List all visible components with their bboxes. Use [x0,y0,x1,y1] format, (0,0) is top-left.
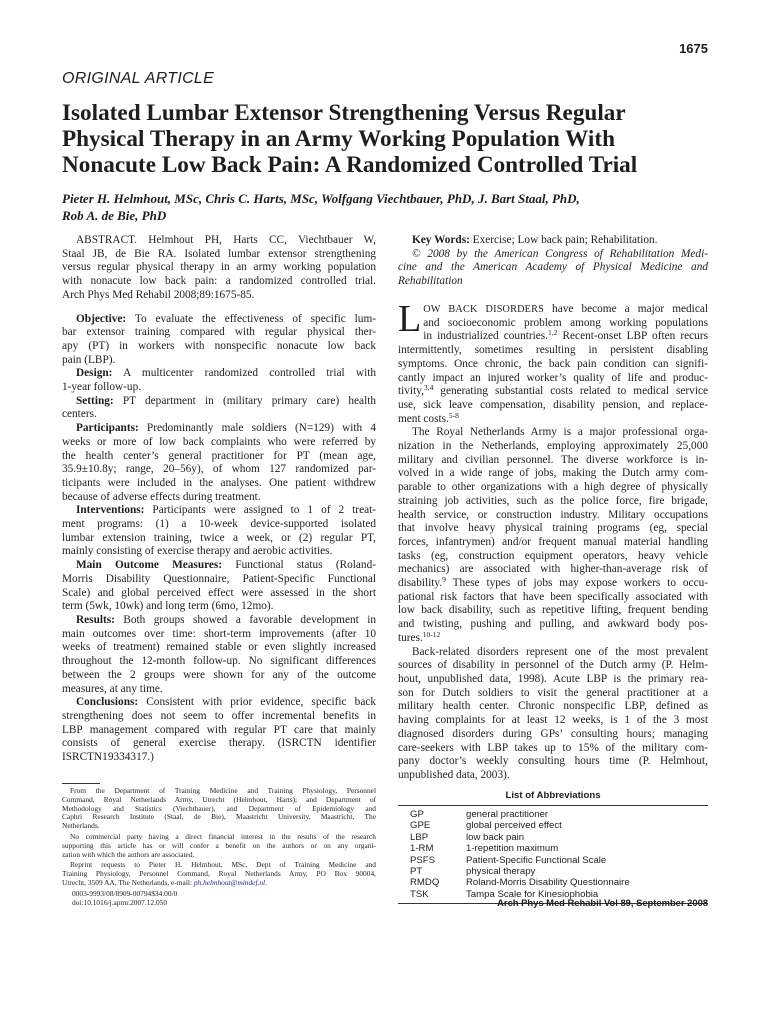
citation-ref[interactable]: 3,4 [423,383,434,393]
results-text: throughout the 12-month follow-up. No significant differences [62,655,376,668]
keywords-value: Exercise; Low back pain; Rehabilitation. [469,234,658,246]
abbreviation-key: LBP [410,831,429,843]
abstract [62,234,376,765]
intro-line: parable to other organizations with a high degree of physically [398,481,708,494]
section-label: ORIGINAL ARTICLE [62,70,215,87]
citation-ref[interactable]: 9 [442,575,446,585]
intro-text: have become a major medical [543,303,708,315]
outcome-text: Functional status (Roland- [222,559,376,572]
reprint-text: Utrecht, 3509 AA, The Netherlands, e-mail: [62,877,194,887]
abstract-line: with nonacute low back pain: a randomized controlled trial. [62,275,376,288]
results-text: weeks of treatment) remained stable or even slightly increased [62,641,376,654]
intro-line: and twisting, pushing and pulling, and awkward body pos- [398,618,708,631]
outcome-text: term (5wk, 10wk) and long term (6mo, 12mo). [62,600,274,613]
interventions-line [62,504,376,518]
outcome-text: Scale) and global perceived effect were assessed in the short [62,586,376,599]
doi[interactable]: doi:10.1016/j.apmr.2007.12.050 [72,897,168,907]
intro-line: symptoms. Once chronic, the back pain condition can signifi- [398,357,708,370]
conclusions-text: strengthening does not seem to offer incremental benefits in [62,709,376,722]
author-list [62,190,712,224]
participants-text: 35.9±10.8y; range, 20–56y), of whom 127 randomized par- [62,463,376,476]
results-text: Both groups showed a favorable development in [114,613,376,626]
design-label: Design: [76,367,113,380]
intro-line: Back-related disorders represent one of the most prevalent [412,645,708,658]
intro-line: having complaints for at least 12 weeks, is 1 of the 3 most [398,714,708,727]
copyright-line: © 2008 by the American Congress of Rehabilitation Medi- [412,247,708,260]
intro-line: diagnosed disorders during GPs’ consulting hours; managing [398,727,708,740]
intro-smallcaps: OW BACK DISORDERS [423,304,544,315]
outcome-line [62,559,376,573]
intro-line: care-seekers with LBP takes up to 15% of the military com- [398,741,708,754]
journal-footer: Arch Phys Med Rehabil Vol 89, September 2008 [497,897,708,908]
citation-ref[interactable]: 1,2 [548,328,558,338]
intro-line: that involve heavy physical training programs (eg, special [398,522,708,535]
abbreviations-table [398,809,708,900]
abbreviation-key: 1-RM [410,843,434,855]
abbreviations-title: List of Abbreviations [505,790,601,801]
intro-line: unpublished data, 2003). [398,768,510,781]
abbreviation-meaning: global perceived effect [466,820,562,832]
reprint-line [62,879,376,888]
abstract-line: Staal JB, de Bie RA. Isolated lumbar extensor strengthening [62,247,376,260]
abbreviation-key: RMDQ [410,877,440,889]
interventions-text: ment programs: (1) a 10-week device-supported isolated [62,518,376,531]
copyright-line: cine and the American Academy of Physical Medicine and [398,261,708,274]
intro-line: military health center. Chronic nonspecific LBP, defined as [398,700,708,713]
abbreviation-row [398,866,708,877]
abbreviations-box [398,790,708,904]
citation-ref[interactable]: 5-8 [448,410,459,420]
intro-text: in industrialized countries. [423,330,548,343]
affiliation-line: Command, Royal Netherlands Army, Utrecht (Helmhout, Harts); and Department of [62,794,376,804]
objective-label: Objective: [76,312,127,325]
intro-line: son for Dutch soldiers to visit the general practitioner at a [398,686,708,699]
abbreviation-key: GPE [410,820,431,832]
intro-line [398,410,708,427]
intro-line: straining job activities, such as the police force, fire brigade, [398,494,708,507]
interventions-text: mainly consisting of exercise therapy and aerobic activities. [62,545,333,558]
reprint-line: Training Physiology, Personnel Command, Royal Netherlands Army, PO Box 90004, [62,869,376,879]
issn: 0003-9993/08/8909-00794$34.00/0 [72,888,178,898]
outcome-label: Main Outcome Measures: [76,559,223,572]
participants-text: because of adverse effects during treatment. [62,490,261,503]
abbreviation-meaning: 1-repetition maximum [466,843,559,855]
outcome-text: Morris Disability Questionnaire, Patient-Specific Functional [62,572,376,585]
intro-line: use, sick leave compensation, disability pension, and replace- [398,398,708,411]
results-text: between the 2 groups were shown for any of the outcome [62,668,376,681]
intro-line: hout, unpublished data, 1998). Acute LBP is the primary rea- [398,672,708,685]
intro-line: health service, or construction industry. Military occupations [398,508,708,521]
intro-text: disability. [398,577,443,590]
intro-paragraph-1 [398,298,708,426]
intro-line [398,385,708,399]
keywords-label: Key Words: [412,234,470,246]
results-line [62,614,376,628]
title-line: Isolated Lumbar Extensor Strengthening Versus Regular [62,100,626,126]
participants-label: Participants: [76,422,139,435]
intro-line: low back disability, such as repetitive lifting, frequent bending [398,604,708,617]
results-label: Results: [76,613,115,626]
abbreviation-meaning: general practitioner [466,809,549,820]
participants-text: the health center’s general practitioner for PT (mean age, [62,449,376,462]
design-line [62,367,376,381]
abstract-line: Arch Phys Med Rehabil 2008;89:1675-85. [62,288,255,301]
setting-text: PT department in (military primary care) health [113,394,376,407]
abbreviation-row [398,809,708,820]
article-title [62,100,712,178]
drop-cap: L [398,298,422,340]
abbreviation-meaning: Tampa Scale for Kinesiophobia [466,888,599,900]
affiliation-line: Methodology and Statistics (Viechtbauer), and Department of Epidemiology and [62,803,376,813]
participants-line [62,422,376,436]
results-text: main outcomes over time: short-term improvements (after 10 [62,627,376,640]
abbreviation-row [398,843,708,854]
results-text: measures, at any time. [62,682,163,695]
intro-text: generating substantial costs related to medical service [433,385,708,398]
conclusions-text: ISRCTN19334317.) [62,751,154,764]
affiliation-line: Netherlands. [62,821,100,831]
intro-text: Recent-onset LBP often recurs [557,330,708,343]
copyright-line: Rehabilitation [398,275,463,288]
abbreviation-meaning: Patient-Specific Functional Scale [466,854,607,866]
intro-text: ment costs. [398,412,449,425]
intro-line: cantly impact an injured worker’s quality of life and produc- [398,371,708,384]
intro-line [398,330,708,344]
intro-text: These types of jobs may expose workers to occu- [445,577,708,590]
abbreviation-key: PSFS [410,854,436,866]
intro-line: nization in the Netherlands, employing approximately 25,000 [398,440,708,453]
setting-line [62,395,376,409]
objective-line [62,313,376,327]
affiliation-line: From the Department of Training Medicine and Training Physiology, Personnel [70,786,376,795]
reprint-text: . [265,877,267,887]
intro-line: tasks (eg, construction equipment operators, heavy vehicle [398,549,708,562]
intro-paragraph-2 [398,426,708,645]
objective-text: To evaluate the effectiveness of specific lum- [126,312,376,325]
intro-line: The Royal Netherlands Army is a major professional orga- [412,426,708,439]
abstract-line: versus regular physical therapy in an army working population [62,261,376,274]
intro-line: military and civilian personnel. The diverse workforce is in- [398,453,708,466]
setting-text: centers. [62,408,97,421]
intro-line: pational risk factors that have been specifically associated with [398,590,708,603]
abbreviation-row [398,855,708,866]
author-line: Rob A. de Bie, PhD [62,208,167,223]
interest-line: supporting this article has or will confer a benefit on the authors or on any organi- [62,840,376,850]
abbreviation-meaning: physical therapy [466,866,536,878]
participants-text: ticipants were included in the analyses. One patient withdrew [62,476,376,489]
intro-line: intermittently, sometimes resulting in persistent disabling [398,344,708,357]
conclusions-text: Consistent with prior evidence, specific back [138,696,376,709]
design-text: 1-year follow-up. [62,381,142,394]
intro-line: mechanics) are associated with higher-than-average risk of [398,563,708,576]
interest-line: zation with which the authors are associated. [62,849,195,859]
intro-line: volved in a wide range of jobs, making the Dutch army com- [398,467,708,480]
participants-text: weeks or more of low back complaints who were referred by [62,435,376,448]
email-link[interactable]: ph.helmhout@mindef.nl [193,877,266,887]
title-line: Physical Therapy in an Army Working Population With [62,126,615,152]
abbreviations-top-rule [398,805,708,806]
intro-line: sources of disability in personnel of the Dutch army (P. Helm- [398,659,708,672]
keywords-line [398,234,708,248]
page-number: 1675 [679,41,708,56]
reprint-line: Reprint requests to Pieter H. Helmhout, MSc, Dept of Training Medicine and [70,860,376,870]
interest-line: No commercial party having a direct financial interest in the results of the research [70,831,376,841]
intro-line [398,577,708,591]
abbreviation-row [398,877,708,888]
abbreviation-meaning: Roland-Morris Disability Questionnaire [466,877,630,889]
setting-label: Setting: [76,394,114,407]
affiliation-line: Caphri Research Institute (Staal, de Bie), Maastricht University, Maastricht, The [62,812,376,822]
intro-text: tures. [398,631,423,644]
abstract-line: ABSTRACT. Helmhout PH, Harts CC, Viechtbauer W, [76,234,376,246]
abbreviation-row [398,820,708,831]
footnotes [62,787,376,907]
conclusions-label: Conclusions: [76,696,139,709]
abbreviation-key: PT [410,866,423,878]
intro-paragraph-3 [398,646,708,783]
intro-line [398,629,708,646]
objective-text: pain (LBP). [62,353,116,366]
abbreviation-meaning: low back pain [466,831,525,843]
citation-ref[interactable]: 10-12 [422,629,441,639]
conclusions-text: consists of general exercise therapy. (ISRCTN identifier [62,737,376,750]
conclusions-line [62,696,376,710]
intro-line: forces, infantrymen) and/or frequent manual material handling [398,535,708,548]
participants-text: Predominantly male soldiers (N=129) with 4 [138,422,376,435]
intro-text: tivity, [398,385,424,398]
design-text: A multicenter randomized controlled trial with [112,367,376,380]
conclusions-text: LBP management compared with regular PT care that mainly [62,723,376,736]
objective-text: bar extensor training compared with regular physical ther- [62,326,376,339]
interventions-text: lumbar extension training, twice a week, or (2) regular PT, [62,531,376,544]
intro-line: and socioeconomic problem among working populations [423,316,708,329]
introduction [398,298,708,783]
title-line: Nonacute Low Back Pain: A Randomized Controlled Trial [62,152,638,178]
footnote-rule [62,783,100,784]
author-line: Pieter H. Helmhout, MSc, Chris C. Harts, MSc, Wolfgang Viechtbauer, PhD, J. Bart Staal, PhD, [62,191,580,206]
intro-line [398,303,708,317]
keywords-block [398,234,708,289]
abbreviation-key: TSK [410,888,429,900]
abbreviation-key: GP [410,809,424,820]
intro-line: pany doctor’s weekly consulting hours time (P. Helmhout, [398,755,708,768]
interventions-text: Participants were assigned to 1 of 2 treat- [144,504,376,517]
abbreviation-row [398,832,708,843]
objective-text: apy (PT) in workers with nonspecific nonacute low back [62,339,376,352]
interventions-label: Interventions: [76,504,145,517]
